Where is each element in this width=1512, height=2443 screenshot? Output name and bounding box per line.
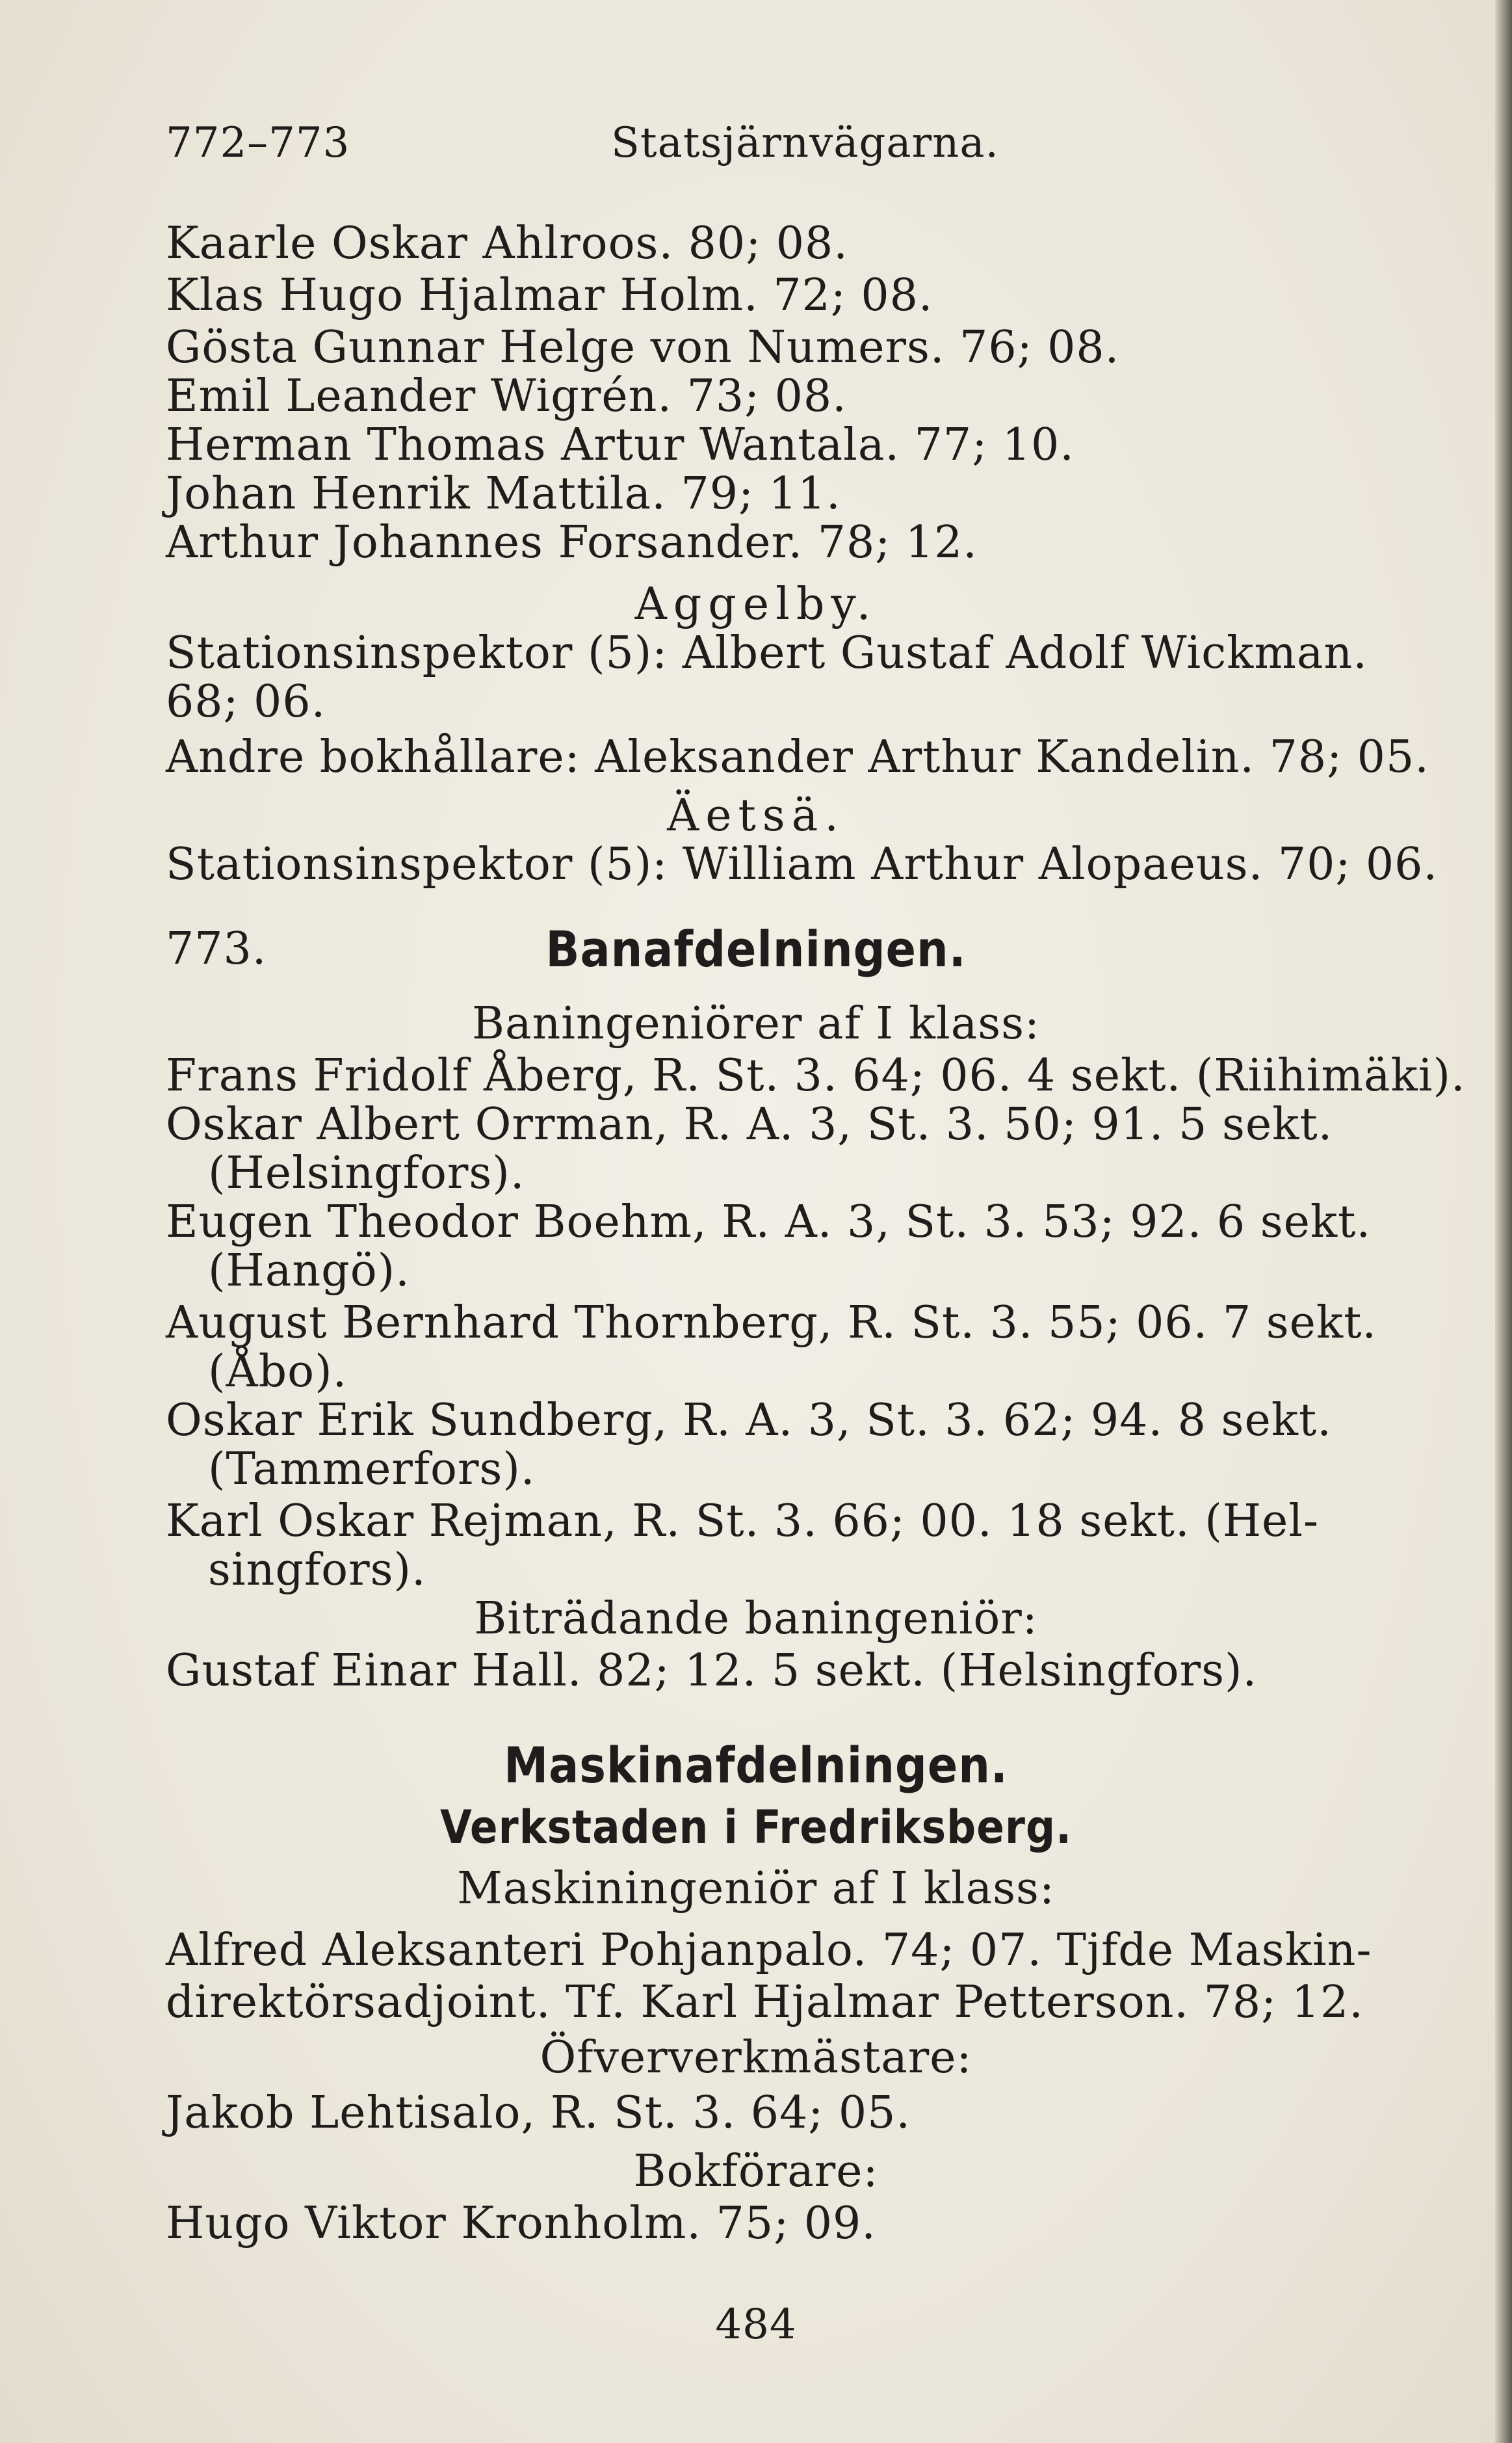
text-line: (Åbo). — [208, 1346, 348, 1397]
text-line: 68; 06. — [166, 676, 326, 728]
text-line: Oskar Albert Orrman, R. A. 3, St. 3. 50; 91. 5 sekt. — [166, 1099, 1333, 1150]
subheading-baningeniorer: Baningeniörer af I klass: — [472, 998, 1040, 1050]
text-line: Frans Fridolf Åberg, R. St. 3. 64; 06. 4 sekt. (Riihimäki). — [166, 1050, 1466, 1102]
text-line: August Bernhard Thornberg, R. St. 3. 55; 06. 7 sekt. — [166, 1297, 1377, 1349]
section-title-maskinafdelningen: Maskinafdelningen. — [504, 1736, 1008, 1794]
text-line: Gösta Gunnar Helge von Numers. 76; 08. — [166, 322, 1120, 373]
text-line: Emil Leander Wigrén. 73; 08. — [166, 371, 847, 422]
station-heading-aggelby: Aggelby. — [634, 579, 878, 630]
text-line: (Tammerfors). — [208, 1444, 536, 1495]
page-range: 772–773 — [166, 119, 350, 167]
page-number: 484 — [715, 2301, 797, 2349]
text-line: Kaarle Oskar Ahlroos. 80; 08. — [166, 218, 848, 269]
text-line: Alfred Aleksanteri Pohjanpalo. 74; 07. Tjfde Maskin- — [166, 1925, 1372, 1976]
text-line: Karl Oskar Rejman, R. St. 3. 66; 00. 18 sekt. (Hel- — [166, 1496, 1320, 1547]
station-heading-aetsa: Äetsä. — [667, 790, 845, 841]
text-line: Klas Hugo Hjalmar Holm. 72; 08. — [166, 270, 933, 321]
text-line: direktörsadjoint. Tf. Karl Hjalmar Petterson. 78; 12. — [166, 1977, 1364, 2028]
subheading-bokforare: Bokförare: — [633, 2146, 879, 2197]
text-line: (Helsingfors). — [208, 1148, 525, 1199]
text-line: Stationsinspektor (5): William Arthur Alopaeus. 70; 06. — [166, 839, 1439, 890]
text-line: (Hangö). — [208, 1245, 410, 1297]
text-line: Stationsinspektor (5): Albert Gustaf Adolf Wickman. — [166, 627, 1368, 679]
text-line: Jakob Lehtisalo, R. St. 3. 64; 05. — [166, 2087, 911, 2139]
text-line: Arthur Johannes Forsander. 78; 12. — [166, 517, 978, 568]
running-title: Statsjärnvägarna. — [611, 119, 999, 167]
text-line: Oskar Erik Sundberg, R. A. 3, St. 3. 62; 94. 8 sekt. — [166, 1395, 1332, 1446]
subheading-verkstaden: Verkstaden i Fredriksberg. — [439, 1801, 1073, 1854]
text-line: singfors). — [208, 1544, 426, 1596]
page-edge-shadow — [1495, 0, 1512, 2443]
text-line: Andre bokhållare: Aleksander Arthur Kandelin. 78; 05. — [166, 732, 1429, 783]
text-line: Eugen Theodor Boehm, R. A. 3, St. 3. 53; 92. 6 sekt. — [166, 1196, 1372, 1248]
text-line: Herman Thomas Artur Wantala. 77; 10. — [166, 419, 1075, 471]
text-line: Johan Henrik Mattila. 79; 11. — [166, 468, 841, 520]
text-line: Gustaf Einar Hall. 82; 12. 5 sekt. (Helsingfors). — [166, 1645, 1258, 1697]
subheading-maskiningenior: Maskiningeniör af I klass: — [457, 1863, 1055, 1914]
subheading-ofververkmastare: Öfververkmästare: — [540, 2032, 972, 2083]
subheading-bitradande: Biträdande baningeniör: — [474, 1593, 1038, 1644]
text-line: Hugo Viktor Kronholm. 75; 09. — [166, 2198, 876, 2249]
section-title-banafdelningen: Banafdelningen. — [545, 920, 967, 978]
section-number: 773. — [166, 923, 267, 975]
